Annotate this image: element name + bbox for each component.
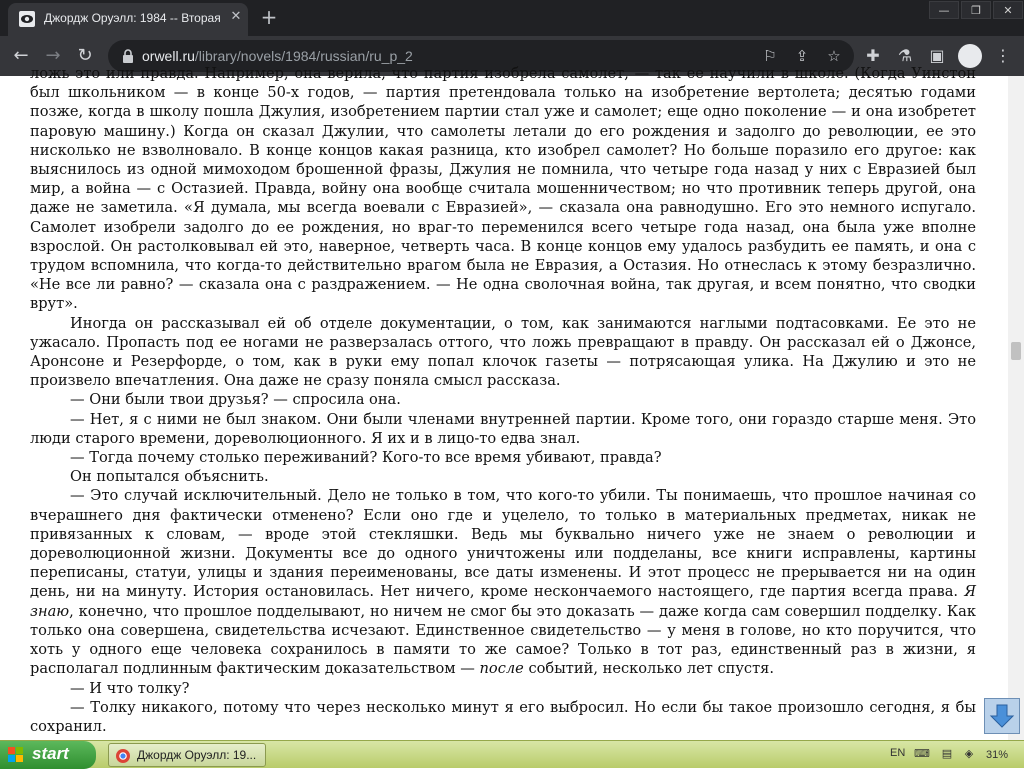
restore-button[interactable]: ❐ <box>961 1 991 19</box>
download-arrow-icon[interactable] <box>984 698 1020 734</box>
dialogue-line <box>30 486 976 678</box>
url-domain: orwell.ru <box>142 48 195 64</box>
dialogue-line: — Тогда почему столько переживаний? Кого-то все время убивают, правда? <box>70 449 662 467</box>
browser-tab[interactable] <box>8 3 248 36</box>
windows-logo-icon <box>8 747 24 763</box>
dialogue-line: — Толку никакого, потому что через несколько минут я его выбросил. Но если бы такое произошло сегодня, я бы сохранил. <box>30 698 976 735</box>
emphasis: после <box>479 660 524 678</box>
text-run: событий, несколько лет спустя. <box>523 660 775 678</box>
lock-icon[interactable] <box>120 48 136 64</box>
start-button[interactable] <box>0 741 96 769</box>
close-window-button[interactable]: ✕ <box>993 1 1023 19</box>
taskbar-item-label: Джордж Оруэлл: 19... <box>137 748 257 762</box>
volume-icon[interactable]: ◈ <box>964 747 974 760</box>
browser-titlebar <box>0 0 1024 36</box>
paragraph: ложь это или правда. Например, она верила, что партия изобрела самолет, — так ее научили в школе. (Когда Уинстон был школьником — в конце 50-х годов, — партия претендовала только на изобретение вертолета; десятью годами позже, когда в школу пошла Джулия, изобретением партии стал уже и самолет; еще одно поколение — и она изобретет паровую машину.) Когда он сказал Джулии, что самолеты летали до его рождения и задолго до революции, ее это нисколько не взволновало. В конце концов какая разница, кто изобрел самолет? Но больше поразило его другое: как выяснилось из одной мимоходом брошенной фразы, Джулия не помнила, что четыре года назад у них с Евразией был мир, а война — с Остазией. Правда, войну она вообще считала мошенничеством; но что противник теперь другой, она даже не заметила. «Я думала, мы всегда воевали с Евразией», — сказала она равнодушно. Его это немного испугало. Самолет изобрели задолго до ее рождения, но враг-то переменился всего четыре года назад, она была уже вполне взрослой. Он растолковывал ей это, наверное, четверть часа. В конце концов ему удалось разбудить ее память, и она с трудом вспомнила, что когда-то действительно врагом была не Евразия, а Остазия. Но отнеслась к этому безразлично. «Не все ли равно? — сказала она с раздражением. — Не одна сволочная война, так другая, и всем понятно, что сводки врут». <box>30 65 976 313</box>
dialogue-line: — Они были твои друзья? — спросила она. <box>70 391 401 409</box>
vertical-scrollbar[interactable] <box>1008 76 1024 740</box>
taskbar-item-browser[interactable] <box>108 743 266 767</box>
reload-icon[interactable]: ↻ <box>77 45 93 66</box>
new-tab-icon[interactable]: + <box>260 5 278 29</box>
article-text <box>30 64 976 736</box>
paragraph: Иногда он рассказывал ей об отделе документации, о том, как занимаются наглыми подтасовками. Ее это не ужасало. Пропасть под ее ногами не разверзалась оттого, что ложь превращают в правду. Он рассказал ей о Джонсе, Аронсоне и Резерфорде, о том, как в руки ему попал клочок газеты — потрясающая улика. На Джулию и это не произвело впечатления. Она даже не сразу поняла смысл рассказа. <box>30 314 976 390</box>
chrome-icon <box>115 748 131 764</box>
close-tab-icon[interactable]: ✕ <box>230 9 242 24</box>
language-indicator[interactable]: EN <box>890 747 906 759</box>
emphasis: Я знаю <box>30 583 976 620</box>
eye-favicon-icon <box>19 11 35 27</box>
down-arrow-icon <box>985 699 1019 733</box>
keyboard-icon[interactable]: ⌨ <box>914 747 930 760</box>
taskbar <box>0 740 1024 768</box>
text-run: — Это случай исключительный. Дело не только в том, что кого-то убили. Ты понимаешь, что прошлое начиная со вчерашнего дня фактически отменено? Если оно где и уцелело, то только в материальных предметах, никак не привязанных к словам, — вроде этой стекляшки. Ведь мы буквально ничего уже не знаем о революции и дореволюционной жизни. Документы все до одного уничтожены или подделаны, все книги исправлены, картины переписаны, статуи, улицы и здания переименованы, все даты изменены. И этот процесс не прерывается ни на один день, ни на минуту. История остановилась. Нет ничего, кроме нескончаемого настоящего, где партия всегда права. <box>30 487 976 601</box>
dialogue-line: — И что толку? <box>70 679 190 697</box>
network-icon[interactable]: ▤ <box>941 747 953 760</box>
window-controls <box>928 0 1024 20</box>
dialogue-line: — Нет, я с ними не был знаком. Они были членами внутренней партии. Кроме того, они гораздо старше меня. Это люди старого времени, дореволюционного. Я их и в лицо-то едва знал. <box>30 410 976 447</box>
forward-icon[interactable]: → <box>45 45 61 66</box>
share-icon[interactable]: ⇪ <box>795 47 809 65</box>
start-label: start <box>32 744 69 763</box>
paragraph: Он попытался объяснить. <box>70 468 269 486</box>
minimize-button[interactable]: — <box>929 1 959 19</box>
extensions-icon[interactable]: ✚ <box>866 46 880 65</box>
star-icon[interactable]: ☆ <box>827 47 841 65</box>
lab-icon[interactable]: ⚗ <box>897 46 913 65</box>
zoom-indicator: 31% <box>986 749 1009 761</box>
sidepanel-icon[interactable]: ▣ <box>929 46 945 65</box>
menu-icon[interactable]: ⋮ <box>995 46 1011 65</box>
page-content <box>0 65 1008 740</box>
tab-title: Джордж Оруэлл: 1984 -- Вторая <box>44 11 221 25</box>
url-path: /library/novels/1984/russian/ru_p_2 <box>194 48 413 64</box>
back-icon[interactable]: ← <box>13 45 29 66</box>
url-text[interactable] <box>142 48 413 64</box>
scrollbar-thumb[interactable] <box>1011 342 1021 360</box>
translate-icon[interactable]: ⚐ <box>763 47 777 65</box>
text-run: , конечно, что прошлое подделывают, но ничем не смог бы это доказать — даже когда сам совершил подделку. Как только она совершена, свидетельства исчезают. Единственное свидетельство — у меня в голове, но кто поручится, что хоть у одного еще человека сохранилось в памяти то же самое? Только в тот раз, единственный раз в жизни, я располагал подлинным фактическим доказательством — <box>30 602 976 678</box>
